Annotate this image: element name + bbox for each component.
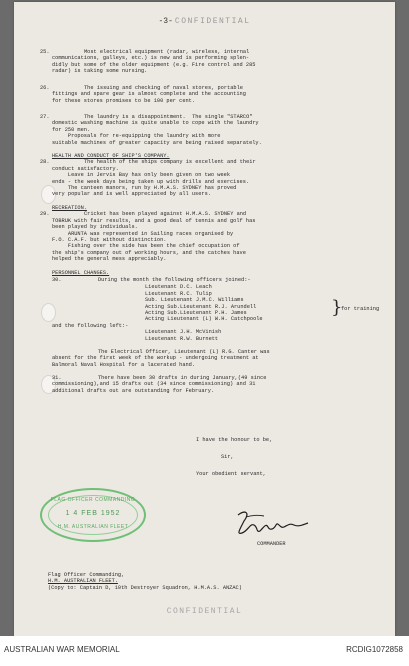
punch-hole xyxy=(41,303,56,322)
paragraph-line: absent for the first week of the workup - undergoing treatment at xyxy=(52,355,259,362)
officer-left: Lieutenant J.H. McVinish xyxy=(145,329,222,336)
paragraph-line: domestic washing machine is quite unable to cope with the laundry xyxy=(52,120,259,127)
paragraph-line: didly but some of the older equipment (e.g. Fire control and 285 xyxy=(52,61,256,68)
copy-line: (Copy to: Captain D, 10th Destroyer Squadron, H.M.A.S. ANZAC) xyxy=(48,584,242,591)
paragraph-line: additional drafts out are outstanding for February. xyxy=(52,387,215,394)
officer-joined: Sub. Lieutenant J.M.C. Williams xyxy=(145,297,244,304)
paragraph-line: ARUNTA was represented in Sailing races organised by xyxy=(52,230,234,237)
paragraph-line: the ship's company out of working hours, and the catches have xyxy=(52,249,246,256)
officer-joined: Lieutenant R.C. Tulip xyxy=(145,290,212,297)
paragraph-line: ends - the week days being taken up with drills and exercises. xyxy=(52,178,250,185)
paragraph-line: Fishing over the side has been the chief occupation of xyxy=(52,243,240,250)
page-number: -3- xyxy=(158,17,173,26)
paragraph-line: communications, galleys, etc.) is new and is performing splen- xyxy=(52,55,250,62)
archive-institution: AUSTRALIAN WAR MEMORIAL xyxy=(4,645,120,654)
paragraph-line: Cricket has been played against H.M.A.S. SYDNEY and xyxy=(84,211,247,218)
officer-joined: Acting Lieutenant (L) W.H. Catchpoole xyxy=(145,316,263,323)
paragraph-number: 26. xyxy=(40,85,50,91)
brace-mark: } xyxy=(331,297,343,318)
paragraph-line: The canteen manors, run by H.M.A.S. SYDNEY has proved xyxy=(52,185,237,191)
paragraph-line: TOBRUK with fair results, and a good deal of tennis and golf has xyxy=(52,217,256,224)
header-classification: CONFIDENTIAL xyxy=(174,17,251,26)
paragraph-line: radar) is taking some nursing. xyxy=(52,68,148,75)
paragraph-number: 30. xyxy=(52,277,62,283)
paragraph-number: 29. xyxy=(40,211,50,218)
received-stamp xyxy=(40,488,146,542)
training-note: for training xyxy=(341,306,380,312)
section-heading: HEALTH AND CONDUCT OF SHIP'S COMPANY. xyxy=(52,153,170,159)
officer-joined: Acting Sub.Lieutenant R.J. Arundell xyxy=(145,303,257,310)
paragraph-line: Leave in Jervis Bay has only been given on two week xyxy=(52,172,231,179)
paragraph-line: The laundry is a disappointment. The single "STARCO" xyxy=(84,114,253,120)
paragraph-line: for 250 men. xyxy=(52,126,91,133)
stamp-line: H.M. AUSTRALIAN FLEET xyxy=(57,524,129,530)
paragraph-line: been played by individuals. xyxy=(52,224,138,231)
stamp-date: 1 4 FEB 1952 xyxy=(65,510,121,517)
archive-id: RCDIG1072858 xyxy=(346,645,403,654)
officer-joined: Lieutenant D.C. Leach xyxy=(145,284,212,291)
paragraph-line: Most electrical equipment (radar, wireless, internal xyxy=(84,49,250,55)
paragraph-line: very popular and is well appreciated by all users. xyxy=(52,191,211,198)
archive-caption-bar xyxy=(0,636,409,666)
paragraph-number: 31. xyxy=(52,375,62,381)
officer-joined: Acting Sub.Lieutenant P.H. James xyxy=(145,310,247,316)
paragraph-line: The issuing and checking of naval stores, portable xyxy=(84,85,243,91)
paragraph-line: for these stores promises to be 100 per cent. xyxy=(52,97,196,104)
signatory-title: COMMANDER xyxy=(257,541,286,547)
section-heading: PERSONNEL CHANGES. xyxy=(52,270,110,276)
addressee-line: Flag Officer Commanding, xyxy=(48,572,125,578)
paragraph-number: 28. xyxy=(40,159,50,166)
paragraph-line: F.O. C.A.F. but without distinction. xyxy=(52,237,167,243)
officer-left: Lieutenant R.W. Burnett xyxy=(145,335,219,342)
paragraph-line: commissioning),and 15 drafts out (34 since commissioning) and 31 xyxy=(52,381,256,388)
paragraph-line: suitable machines of greater capacity are being raised separately. xyxy=(52,139,262,146)
paragraph-line: During the month the following officers joined:- xyxy=(98,277,251,283)
section-heading: RECREATION. xyxy=(52,205,87,211)
paragraph-line: and the following left:- xyxy=(52,322,129,329)
closing-servant: Your obedient servant, xyxy=(196,471,266,477)
paragraph-number: 27. xyxy=(40,114,50,120)
paragraph-line: The health of the ships company is excellent and their xyxy=(84,159,256,166)
closing-sir: Sir, xyxy=(221,454,234,460)
document-page xyxy=(14,2,395,636)
paragraph-line: The Electrical Officer, Lieutenant (L) R.G. Canter was xyxy=(98,349,270,355)
paragraph-line: Proposals for re-equipping the laundry with more xyxy=(52,133,221,140)
closing-honour: I have the honour to be, xyxy=(196,437,273,443)
paragraph-line: conduct satisfactory. xyxy=(52,165,119,172)
page-header xyxy=(14,17,395,26)
paragraph-line: helped the general mess appreciably. xyxy=(52,256,167,263)
stamp-line: FLAG OFFICER COMMANDING xyxy=(50,497,136,503)
paragraph-line: There have been 30 drafts in during January,(49 since xyxy=(98,375,267,381)
page-footer: CONFIDENTIAL xyxy=(166,607,243,616)
addressee-line: H.M. AUSTRALIAN FLEET. xyxy=(48,578,118,585)
paragraph-number: 25. xyxy=(40,49,50,55)
handwritten-signature xyxy=(232,507,312,539)
paragraph-line: fittings and spare gear is almost complete and the accounting xyxy=(52,91,246,98)
paragraph-line: Balmoral Naval Hospital for a lacerated hand. xyxy=(52,361,196,368)
